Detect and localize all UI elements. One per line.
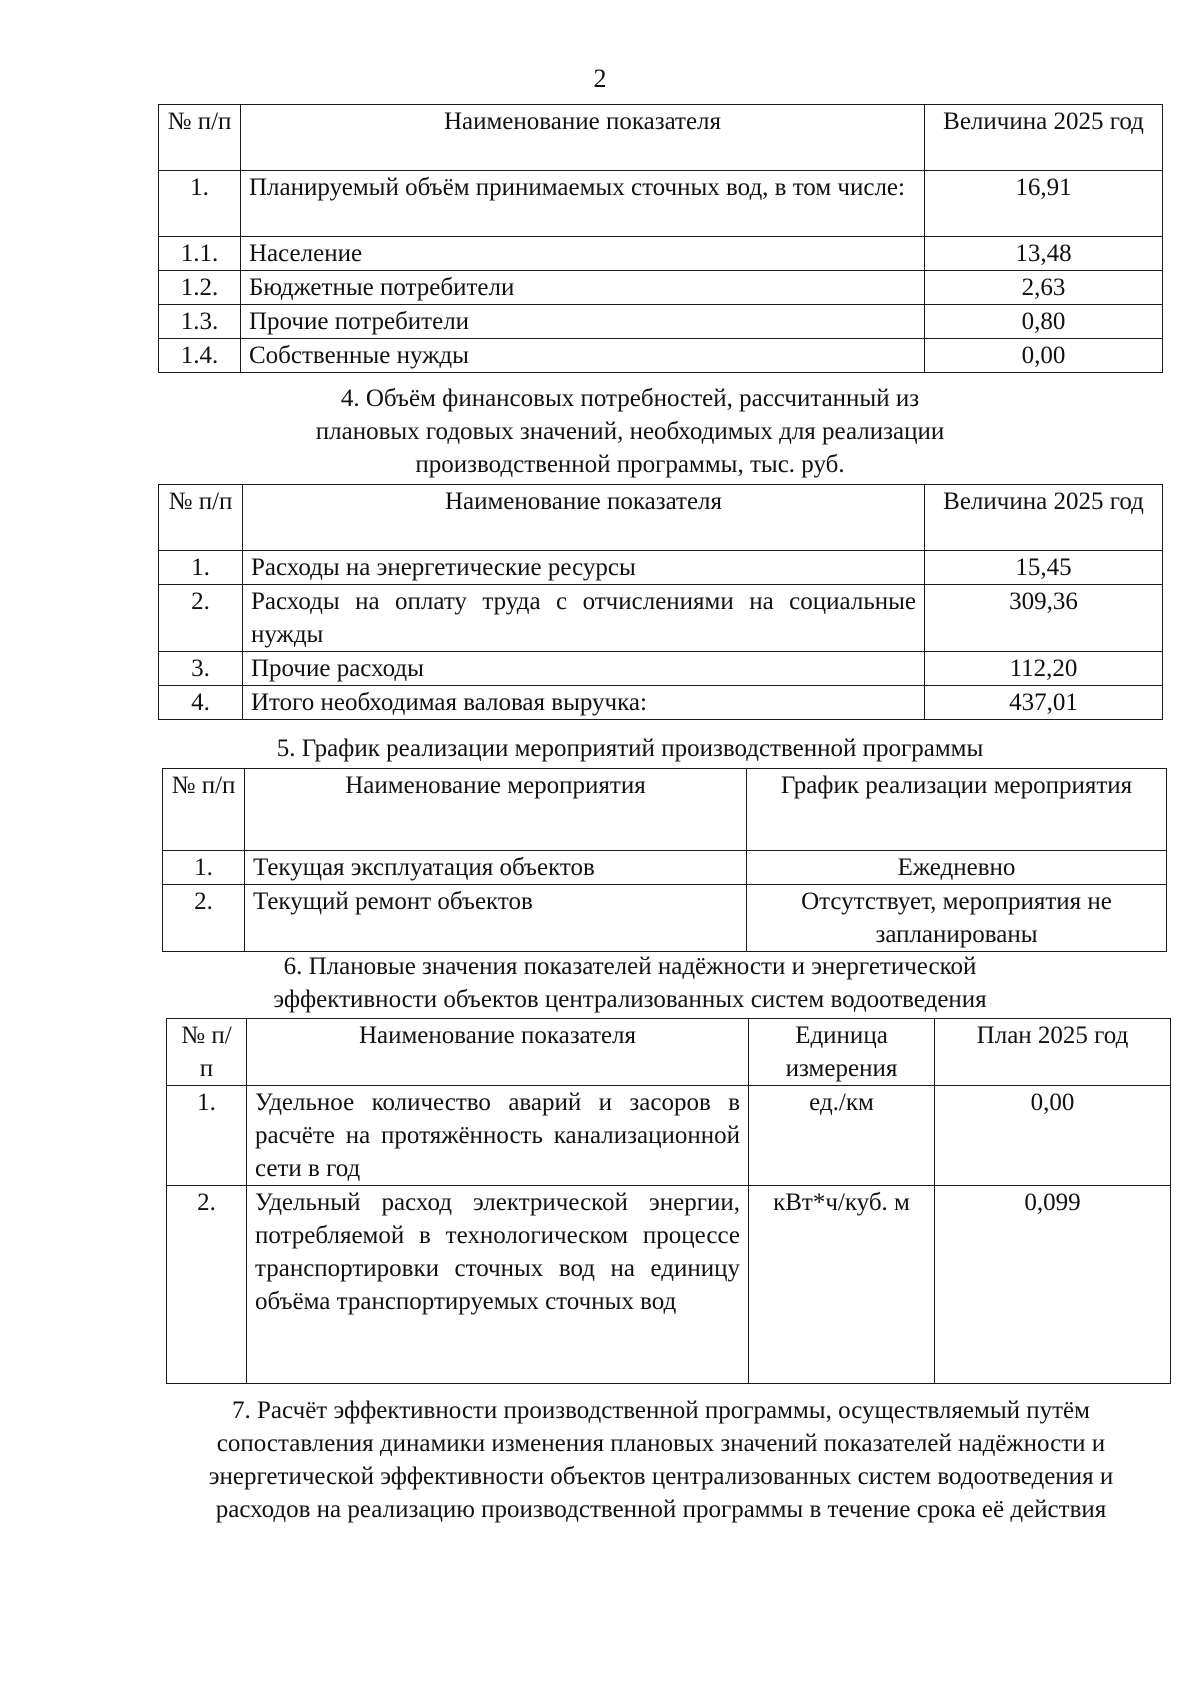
- table-row: [167, 1186, 1171, 1384]
- column-header-unit: Единица измерения: [749, 1019, 935, 1086]
- table-header-row: [159, 105, 1163, 171]
- table-row: [159, 171, 1163, 237]
- wastewater-volume-table: [158, 104, 1163, 373]
- table-header-row: [163, 769, 1167, 851]
- row-name: Текущая эксплуатация объектов: [245, 851, 747, 885]
- column-header-plan: План 2025 год: [935, 1019, 1171, 1086]
- row-plan: 0,099: [935, 1186, 1171, 1384]
- row-value: 0,00: [925, 339, 1163, 373]
- column-header-num: № п/п: [159, 485, 243, 551]
- row-plan: 0,00: [935, 1086, 1171, 1186]
- table-row: [159, 585, 1163, 652]
- column-header-schedule: График реализации мероприятия: [747, 769, 1167, 851]
- section-6-heading: 6. Плановые значения показателей надёжности и энергетической эффективности объектов централизованных систем водоотведения: [273, 953, 987, 1013]
- table-row: [159, 686, 1163, 720]
- section-4-heading: 4. Объём финансовых потребностей, рассчитанный из плановых годовых значений, необходимых для реализации производственной программы, тыс. руб.: [315, 385, 945, 478]
- row-name: Планируемый объём принимаемых сточных вод, в том числе:: [241, 171, 925, 237]
- row-name: Итого необходимая валовая выручка:: [243, 686, 925, 720]
- row-name: Удельный расход электрической энергии, потребляемой в технологическом процессе транспортировки сточных вод на единицу объёма транспортируемых сточных вод: [247, 1186, 749, 1384]
- row-name: Население: [241, 237, 925, 271]
- column-header-name: Наименование показателя: [241, 105, 925, 171]
- row-name: Текущий ремонт объектов: [245, 885, 747, 952]
- reliability-indicators-table: [166, 1018, 1171, 1384]
- page-number: 2: [593, 64, 607, 93]
- activities-schedule-table: [162, 768, 1167, 952]
- table-row: [159, 271, 1163, 305]
- row-num: 1.: [163, 851, 245, 885]
- row-name: Прочие потребители: [241, 305, 925, 339]
- row-num: 1.1.: [159, 237, 241, 271]
- row-name: Бюджетные потребители: [241, 271, 925, 305]
- row-unit: ед./км: [749, 1086, 935, 1186]
- row-num: 1.: [159, 171, 241, 237]
- table-row: [167, 1086, 1171, 1186]
- column-header-name: Наименование мероприятия: [245, 769, 747, 851]
- row-name: Прочие расходы: [243, 652, 925, 686]
- row-num: 2.: [159, 585, 243, 652]
- row-value: 0,80: [925, 305, 1163, 339]
- row-value: 13,48: [925, 237, 1163, 271]
- column-header-num: № п/п: [163, 769, 245, 851]
- row-num: 1.3.: [159, 305, 241, 339]
- column-header-num: № п/п: [167, 1019, 247, 1086]
- row-num: 4.: [159, 686, 243, 720]
- table-row: [163, 885, 1167, 952]
- row-name: Расходы на оплату труда с отчислениями на социальные нужды: [243, 585, 925, 652]
- row-value: 437,01: [925, 686, 1163, 720]
- row-num: 2.: [167, 1186, 247, 1384]
- row-num: 3.: [159, 652, 243, 686]
- row-num: 1.: [159, 551, 243, 585]
- table-row: [159, 237, 1163, 271]
- row-num: 1.2.: [159, 271, 241, 305]
- row-value: 15,45: [925, 551, 1163, 585]
- row-value: 112,20: [925, 652, 1163, 686]
- table-row: [159, 551, 1163, 585]
- financial-needs-table: [158, 484, 1163, 720]
- column-header-value: Величина 2025 год: [925, 485, 1163, 551]
- row-schedule: Ежедневно: [747, 851, 1167, 885]
- row-num: 1.4.: [159, 339, 241, 373]
- section-7-heading: 7. Расчёт эффективности производственной программы, осуществляемый путём сопоставления динамики изменения плановых значений показателей надёжности и энергетической эффективности объектов централизованных систем водоотведения и расходов на реализацию производственной программы в течение срока её действия: [208, 1397, 1114, 1523]
- section-5-heading: 5. График реализации мероприятий производственной программы: [276, 735, 984, 762]
- table-header-row: [167, 1019, 1171, 1086]
- row-name: Расходы на энергетические ресурсы: [243, 551, 925, 585]
- row-schedule: Отсутствует, мероприятия не запланированы: [747, 885, 1167, 952]
- column-header-num: № п/п: [159, 105, 241, 171]
- table-row: [159, 652, 1163, 686]
- row-name: Удельное количество аварий и засоров в расчёте на протяжённость канализационной сети в год: [247, 1086, 749, 1186]
- row-value: 16,91: [925, 171, 1163, 237]
- row-name: Собственные нужды: [241, 339, 925, 373]
- row-num: 2.: [163, 885, 245, 952]
- row-num: 1.: [167, 1086, 247, 1186]
- column-header-name: Наименование показателя: [243, 485, 925, 551]
- row-value: 309,36: [925, 585, 1163, 652]
- row-value: 2,63: [925, 271, 1163, 305]
- table-row: [159, 339, 1163, 373]
- table-row: [163, 851, 1167, 885]
- row-unit: кВт*ч/куб. м: [749, 1186, 935, 1384]
- table-row: [159, 305, 1163, 339]
- column-header-name: Наименование показателя: [247, 1019, 749, 1086]
- column-header-value: Величина 2025 год: [925, 105, 1163, 171]
- table-header-row: [159, 485, 1163, 551]
